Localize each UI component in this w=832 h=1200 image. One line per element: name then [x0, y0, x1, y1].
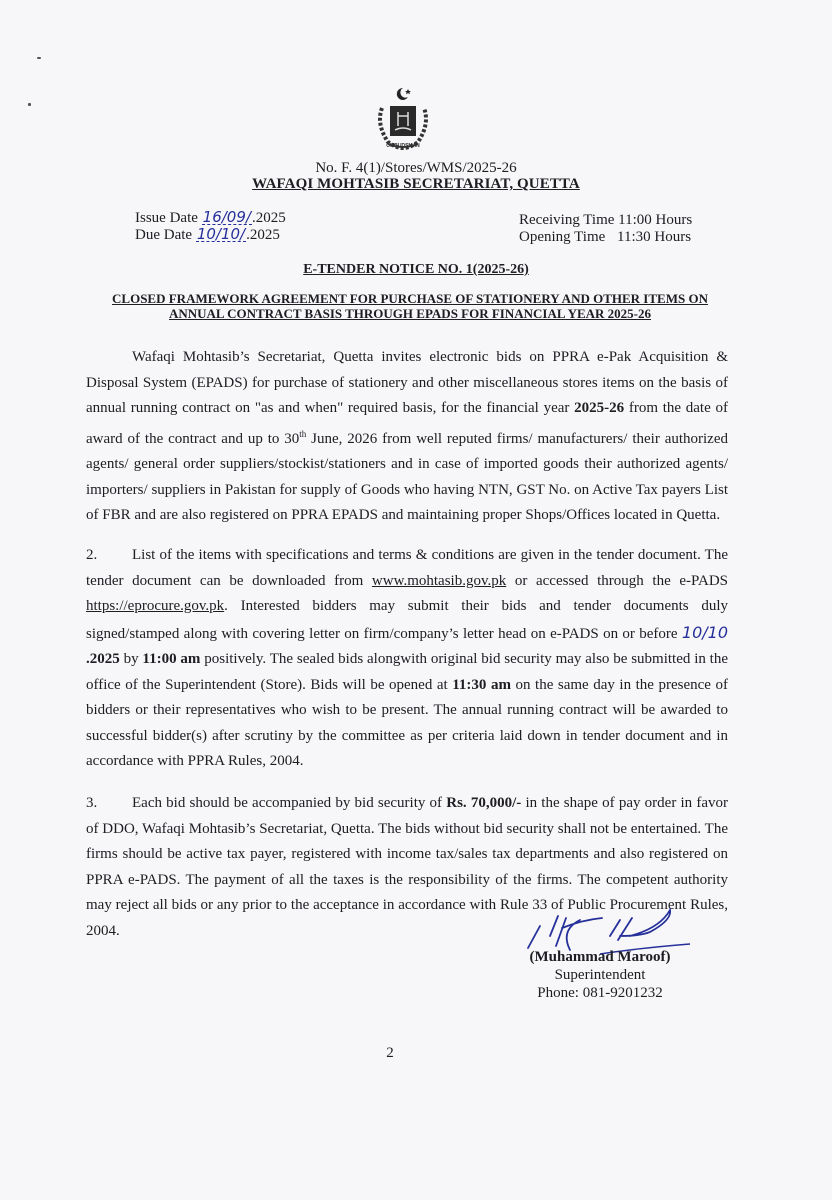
submission-time: 11:00 am: [142, 651, 201, 667]
due-date-row: [135, 227, 286, 244]
handwritten-deadline: 10/10: [681, 622, 728, 642]
paragraph-1-text: from the date of award of the contract and up to 30: [86, 400, 728, 447]
signatory-phone: Phone: 081-9201232: [537, 985, 663, 1001]
signatory-block: [504, 948, 696, 1002]
paragraph-2-text: by: [119, 651, 143, 667]
issue-date-year: .2025: [251, 210, 286, 226]
subject-line-2: ANNUAL CONTRACT BASIS THROUGH EPADS FOR FINANCIAL YEAR 2025-26: [168, 306, 652, 321]
due-date-label: Due Date: [135, 227, 193, 243]
receiving-time-value: 11:00 Hours: [618, 212, 693, 228]
paragraph-1-text: June, 2026 from well reputed firms/ manufacturers/ their authorized agents/ general order suppliers/stockist/stationers and in case of imported goods their authorized agents/ importers/ suppliers in Pakistan for supply of Goods who having NTN, GST No. on Active Tax payers List of FBR and are also registered on PPRA EPADS and maintaining proper Shops/Offices located in Quetta.: [86, 430, 728, 523]
signatory-designation: Superintendent: [554, 967, 646, 983]
paragraph-3-text: Each bid should be accompanied by bid security of: [132, 795, 447, 811]
reference-number: No. F. 4(1)/Stores/WMS/2025-26: [315, 160, 517, 176]
paragraph-1: [86, 345, 728, 529]
paragraph-2-text: on the same day in the presence of bidders or their representatives who wish to be present. The annual running contract will be awarded to successful bidder(s) after scrutiny by the committee as per criteria laid down in tender document and in accordance with PPRA Rules, 2004.: [86, 676, 728, 769]
scan-speck: [28, 103, 31, 106]
paragraph-number: 3.: [86, 795, 98, 811]
paragraph-3-text: in the shape of pay order in favor of DDO, Wafaqi Mohtasib’s Secretariat, Quetta. The bids without bid security shall not be entertained. The firms should be active tax payer, registered with income tax/sales tax departments and also registered on PPRA e-PADS. The payment of all the taxes is the responsibility of the firms. The competent authority may reject all bids or any prior to the acceptance in accordance with Rule 33 of Public Procurement Rules, 2004.: [86, 795, 728, 939]
paragraph-1-text: Wafaqi Mohtasib’s Secretariat, Quetta invites electronic bids on PPRA e-Pak Acquisition & Disposal System (EPADS) for purchase of stationery and other miscellaneous stores items on the basis of annual running contract on "as and when" required basis, for the financial year: [86, 349, 728, 416]
paragraph-2: [86, 543, 728, 775]
scan-speck: [37, 57, 41, 59]
subject-line-1: CLOSED FRAMEWORK AGREEMENT FOR PURCHASE OF STATIONERY AND OTHER ITEMS ON: [112, 291, 708, 306]
due-date-year: .2025: [246, 227, 280, 243]
receiving-time-row: [519, 212, 692, 229]
opening-time: 11:30 am: [452, 676, 511, 693]
issue-date-handwritten: 16/09/: [202, 208, 251, 226]
notice-title: E-TENDER NOTICE NO. 1(2025-26): [303, 262, 529, 277]
due-date-handwritten: 10/10/: [196, 225, 246, 243]
deadline-year: .2025: [86, 651, 120, 667]
page-number: 2: [386, 1045, 394, 1061]
bid-security-amount: Rs. 70,000/-: [446, 795, 522, 811]
receiving-time-label: Receiving Time: [519, 212, 615, 228]
eprocure-link[interactable]: https://eprocure.gov.pk: [86, 598, 225, 614]
paragraph-number: 2.: [86, 547, 98, 563]
paragraph-2-text: positively. The sealed bids alongwith original bid security may also be submitted in the office of the Superintendent (Store). Bids will be opened at: [86, 651, 729, 693]
notice-subject: [85, 291, 735, 321]
date-block: [135, 210, 286, 244]
signatory-name: (Muhammad Maroof): [529, 949, 671, 965]
opening-time-value: 11:30 Hours: [617, 229, 692, 245]
paragraph-2-text: List of the items with specifications and terms & conditions are given in the tender document. The tender document can be downloaded from: [86, 547, 728, 589]
issue-date-label: Issue Date: [135, 210, 198, 226]
opening-time-label: Opening Time: [519, 229, 606, 245]
time-block: [519, 212, 692, 246]
ordinal-suffix: th: [299, 428, 307, 439]
mohtasib-website-link[interactable]: www.mohtasib.gov.pk: [371, 572, 507, 589]
opening-time-row: [519, 229, 692, 246]
financial-year: 2025-26: [574, 400, 625, 416]
paragraph-2-text: . Interested bidders may submit their bids and tender documents duly signed/stamped along with covering letter on firm/company’s letter head on e-PADS on or before: [86, 598, 728, 642]
emblem-caption: OMBUDSMAN: [386, 143, 420, 149]
paragraph-2-text: or accessed through the e-PADS: [506, 572, 728, 589]
organization-heading: WAFAQI MOHTASIB SECRETARIAT, QUETTA: [252, 176, 580, 192]
